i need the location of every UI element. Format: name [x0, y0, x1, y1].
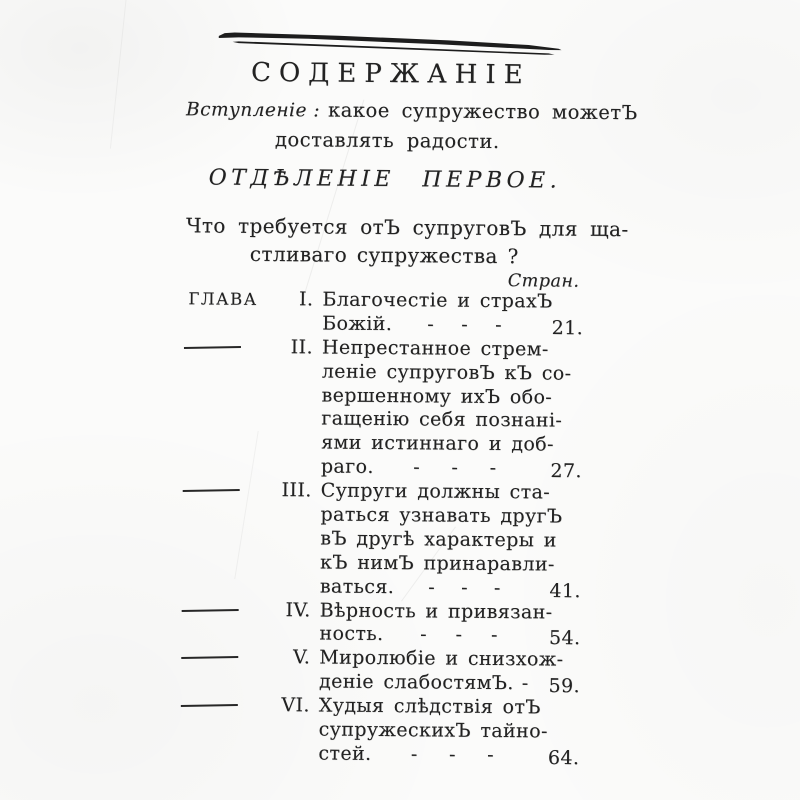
chapter-line-text: кЪ нимЪ принаравли- — [319, 551, 555, 576]
table-row — [180, 598, 583, 625]
entry-label — [180, 526, 258, 551]
entry-label — [181, 454, 259, 479]
chapter-line-text: раться узнавать другЪ — [320, 503, 563, 528]
entry-label — [179, 622, 257, 647]
entry-text-wrap — [318, 718, 548, 744]
page-number — [535, 532, 583, 556]
chapter-line-text: Миролюбіе и снизхож- — [319, 646, 564, 671]
entry-text-wrap — [320, 503, 563, 529]
section-heading: ОТДѢЛЕНІЕ ПЕРВОЕ. — [208, 165, 562, 194]
chapter-numeral — [258, 575, 320, 599]
leader-dashes: - - - — [413, 456, 497, 480]
page-number — [533, 723, 581, 747]
leader-dashes: - - - — [428, 576, 501, 599]
entry-text-wrap — [318, 694, 541, 721]
table-row — [179, 646, 582, 673]
table-row — [179, 717, 582, 744]
entry-label — [181, 407, 259, 432]
leader-dashes: - - - — [420, 623, 498, 647]
chapter-numeral — [256, 742, 318, 766]
section-question-line-1: Что требуется отЪ супруговЪ для ща- — [185, 213, 629, 242]
chapter-numeral — [258, 551, 320, 575]
entry-text-wrap — [319, 599, 553, 625]
entry-label — [181, 383, 259, 408]
chapter-line-text: Непрестанное стрем- — [321, 336, 549, 361]
introduction-line-1 — [185, 97, 638, 125]
table-row — [178, 741, 581, 768]
entry-label — [182, 311, 260, 336]
entry-label — [182, 287, 260, 312]
entry-label — [181, 431, 259, 456]
chapter-numeral: III. — [281, 479, 312, 502]
entry-text-wrap — [321, 407, 563, 434]
page-number — [536, 388, 584, 412]
entry-text-wrap — [320, 479, 551, 506]
leader-dashes: - - - — [410, 743, 495, 766]
page-number: 41. — [549, 579, 581, 602]
entry-label — [182, 359, 260, 384]
chapter-line-text: ями истиннаго и доб- — [321, 431, 554, 456]
page-number — [535, 556, 583, 580]
entry-label — [179, 693, 257, 718]
introduction-text: какое супружество можетЪ — [327, 98, 638, 125]
entry-label — [180, 502, 258, 527]
entry-text-wrap — [319, 551, 555, 577]
table-row — [180, 502, 583, 529]
entry-label — [179, 717, 257, 742]
chapter-line-text: Вѣрность и привязан- — [319, 599, 553, 624]
table-row — [179, 693, 582, 720]
chapter-line-text: Супруги должны ста- — [320, 479, 551, 504]
chapter-line-text: деніе слабостямЪ. — [318, 670, 514, 695]
chapter-numeral — [259, 455, 321, 479]
ditto-mark — [182, 609, 239, 612]
entry-label — [180, 550, 258, 575]
entry-text-wrap — [321, 384, 553, 410]
table-row — [181, 407, 584, 434]
chapter-numeral — [259, 383, 321, 407]
entry-label — [180, 574, 258, 599]
entry-label — [178, 741, 256, 766]
chapter-line-text: Худыя слѣдствія отЪ — [318, 694, 541, 719]
introduction-line-2: доставлять радости. — [274, 128, 500, 154]
table-row — [180, 574, 583, 601]
chapter-numeral — [260, 312, 322, 336]
entry-text-wrap — [321, 456, 536, 482]
page-number — [537, 365, 585, 389]
page-number — [534, 651, 582, 675]
chapter-line-text: стей. — [318, 742, 372, 765]
entry-text-wrap — [321, 336, 549, 362]
page-number — [535, 603, 583, 627]
ditto-mark — [183, 489, 240, 492]
chapter-line-text: раго. — [320, 455, 374, 479]
chapter-numeral — [258, 503, 320, 527]
entry-text-wrap — [319, 623, 534, 649]
table-row — [182, 359, 585, 386]
table-row — [179, 622, 582, 649]
page-number — [535, 508, 583, 532]
page-title: СОДЕРЖАНІЕ — [250, 57, 531, 91]
table-row — [180, 526, 583, 553]
chapter-line-text: леніе супруговЪ кЪ со- — [321, 360, 572, 385]
chapter-numeral: V. — [292, 646, 311, 669]
chapter-numeral — [259, 407, 321, 431]
ditto-mark — [181, 704, 238, 707]
swelled-rule-ornament — [219, 29, 563, 58]
page-number: 64. — [547, 746, 580, 770]
page-number — [537, 341, 585, 365]
toc-list — [178, 287, 585, 768]
page-number — [536, 436, 584, 460]
chapter-numeral: IV. — [285, 598, 311, 621]
introduction-label: Вступленіе : — [185, 99, 321, 122]
entry-text-wrap — [321, 360, 572, 386]
chapter-line-text: ность. — [319, 622, 384, 646]
paper-crease — [110, 0, 127, 149]
table-row — [181, 431, 584, 458]
chapter-numeral — [259, 431, 321, 455]
chapter-numeral — [257, 718, 319, 742]
entry-text-wrap — [318, 742, 533, 768]
entry-text-wrap — [321, 431, 554, 458]
page-number — [534, 699, 582, 723]
page-number: 27. — [550, 460, 582, 483]
table-row — [181, 454, 584, 481]
chapter-numeral: I. — [298, 288, 314, 311]
page-number — [536, 412, 584, 436]
table-row — [181, 478, 584, 505]
entry-text-wrap — [319, 646, 564, 673]
entry-text-wrap — [322, 288, 553, 314]
entry-label — [182, 335, 260, 360]
entry-label — [179, 646, 257, 671]
chapter-column-label: ГЛАВА — [188, 288, 258, 309]
chapter-line-text: супружескихЪ тайно- — [318, 718, 548, 743]
table-row — [182, 335, 585, 362]
chapter-numeral: II. — [290, 335, 314, 359]
leader-dashes: - - - — [427, 313, 503, 336]
table-row — [180, 550, 583, 577]
page-number — [536, 484, 584, 508]
table-row — [179, 669, 582, 696]
chapter-line-text: гащенію себя познані- — [321, 407, 563, 433]
table-row — [181, 383, 584, 410]
entry-label — [180, 598, 258, 623]
chapter-numeral — [257, 622, 319, 646]
table-row — [182, 311, 585, 338]
pages-column-header: Стран. — [507, 271, 580, 292]
page-number: 59. — [548, 675, 581, 698]
entry-text-wrap — [319, 671, 534, 697]
chapter-numeral — [257, 670, 319, 694]
chapter-line-text: Благочестіе и страхЪ — [322, 288, 553, 313]
chapter-numeral: VI. — [281, 694, 310, 717]
chapter-numeral — [260, 360, 322, 384]
entry-text-wrap — [320, 527, 557, 553]
page-number: 54. — [548, 627, 581, 650]
page-number — [537, 293, 585, 317]
leader-dashes: - — [521, 672, 529, 695]
section-question-line-2: стливаго супружества ? — [249, 241, 519, 269]
chapter-numeral — [258, 527, 320, 551]
chapter-line-text: вЪ другѣ характеры и — [320, 527, 557, 552]
table-row — [182, 287, 585, 314]
entry-label — [179, 669, 257, 694]
entry-text-wrap — [320, 575, 535, 601]
entry-text-wrap — [322, 312, 537, 338]
ditto-mark — [181, 656, 238, 659]
introduction-block — [185, 97, 638, 154]
chapter-line-text: ваться. — [319, 575, 395, 598]
chapter-line-text: вершенному ихЪ обо- — [321, 384, 553, 409]
chapter-line-text: Божій. — [322, 312, 393, 335]
page-content — [178, 0, 638, 800]
ditto-mark — [184, 346, 241, 349]
entry-label — [181, 478, 259, 503]
page-number: 21. — [551, 316, 584, 340]
